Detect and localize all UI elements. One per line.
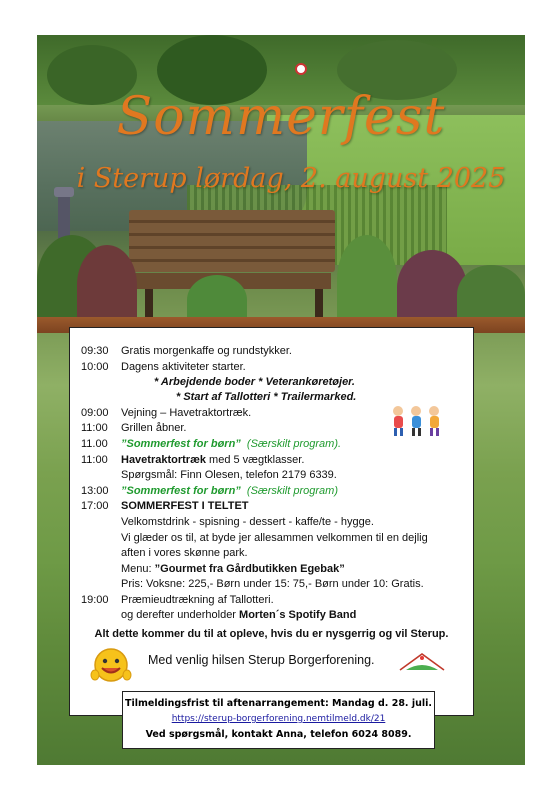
- menu-line: [121, 563, 345, 575]
- price-line: Pris: Voksne: 225,- Børn under 15: 75,- Børn under 10: Gratis.: [121, 578, 424, 590]
- program-time: 13:00: [81, 485, 109, 497]
- program-detail: Vi glæder os til, at byde jer allesammen velkommen til en dejlig: [121, 532, 428, 544]
- program-time: 17:00: [81, 500, 109, 512]
- bench-backrest: [129, 210, 335, 272]
- program-item: [81, 422, 186, 435]
- program-text: med 5 vægtklasser.: [205, 454, 305, 466]
- program-time: 19:00: [81, 594, 109, 606]
- program-item: [81, 407, 251, 420]
- kids-event-note: (Særskilt program): [246, 485, 338, 497]
- registration-box: [122, 691, 435, 749]
- program-text: Præmieudtrækning af Tallotteri.: [121, 594, 274, 606]
- registration-deadline: Tilmeldingsfrist til aftenarrangement: Mandag d. 28. juli.: [125, 698, 432, 709]
- poster-subtitle: i Sterup lørdag, 2. august 2025: [76, 163, 506, 194]
- kids-event-title: ”Sommerfest for børn”: [121, 485, 241, 497]
- program-item: [81, 345, 292, 358]
- bench-leg: [315, 289, 323, 319]
- program-time: 11.00: [81, 438, 108, 450]
- bench-leg: [145, 289, 153, 319]
- plant: [457, 265, 525, 325]
- program-item: [81, 454, 304, 467]
- program-text: og derefter underholder: [121, 609, 240, 621]
- program-detail: aften i vores skønne park.: [121, 547, 248, 559]
- greeting-text: Med venlig hilsen Sterup Borgerforening.: [148, 653, 375, 667]
- program-card: [69, 327, 474, 716]
- kids-event-note: (Særskilt program).: [246, 438, 342, 450]
- program-item: [81, 500, 249, 513]
- program-time: 09:00: [81, 407, 109, 419]
- children-illustration: [386, 403, 446, 437]
- program-item: [81, 361, 246, 374]
- program-item: [81, 594, 274, 607]
- program-time: 09:30: [81, 345, 109, 357]
- menu-name: ”Gourmet fra Gårdbutikken Egebak”: [154, 563, 345, 575]
- entertainment-line: [121, 609, 356, 621]
- kids-event-title: ”Sommerfest for børn”: [121, 438, 241, 450]
- program-item: [81, 438, 341, 451]
- program-text: Gratis morgenkaffe og rundstykker.: [121, 345, 292, 357]
- program-time: 11:00: [81, 454, 108, 466]
- menu-label: Menu:: [121, 563, 155, 575]
- flag-pole: [295, 63, 307, 75]
- program-text: Grillen åbner.: [121, 422, 187, 434]
- closing-text: Alt dette kommer du til at opleve, hvis du er nysgerrig og vil Sterup.: [94, 628, 449, 640]
- program-text: Vejning – Havetraktortræk.: [121, 407, 252, 419]
- program-time: 10:00: [81, 361, 109, 373]
- activity-list: * Arbejdende boder * Veterankøretøjer.: [154, 376, 355, 388]
- activity-list: * Start af Tallotteri * Trailermarked.: [176, 391, 357, 403]
- poster-title: Sommerfest: [116, 87, 446, 147]
- contact-line: Spørgsmål: Finn Olesen, telefon 2179 6339.: [121, 469, 337, 481]
- registration-contact: Ved spørgsmål, kontakt Anna, telefon 6024 8089.: [145, 729, 412, 740]
- program-bold-text: SOMMERFEST I TELTET: [121, 500, 249, 512]
- borgerforening-logo: [392, 646, 452, 682]
- program-bold-text: Havetraktortræk: [121, 454, 206, 466]
- program-item: [81, 485, 338, 498]
- registration-link[interactable]: https://sterup-borgerforening.nemtilmeld.dk/21: [171, 714, 386, 724]
- plant: [77, 245, 137, 325]
- program-detail: Velkomstdrink - spisning - dessert - kaffe/te - hygge.: [121, 516, 374, 528]
- plant: [337, 235, 397, 325]
- program-time: 11:00: [81, 422, 108, 434]
- smiley-thumbs-up-icon: [90, 645, 132, 687]
- program-text: Dagens aktiviteter starter.: [121, 361, 246, 373]
- band-name: Morten´s Spotify Band: [239, 609, 357, 621]
